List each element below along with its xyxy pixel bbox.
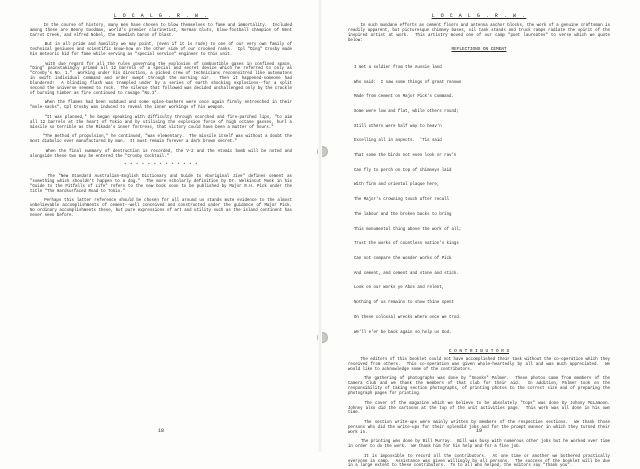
left-page xyxy=(30,13,297,438)
poem-line: Look on our works ye Abos and relent, xyxy=(354,286,445,291)
poem-line: The labour and the broken backs to bring xyxy=(354,212,452,217)
left-page-header: L O C A L G . R . W . xyxy=(113,13,209,19)
poem-title: REFLECTIONS ON CEMENT xyxy=(451,47,507,53)
poem xyxy=(354,56,610,345)
poem-line: Nothing of us remains to show thine spent xyxy=(354,301,454,306)
poem-line: Trust the works of countless nation's kings xyxy=(354,242,459,247)
left-paragraph: Perhaps this latter reference should be chosen for all around us stands mute evidence to the almost unbelievable accomplishments of cement--well conceived and constructed under the guidance of Major Pick. No ordinary accomplishments these, but pure expressions of art and utility such as the island continent has never seen before. xyxy=(30,199,297,218)
poem-line: Some were low and flat, while others round; xyxy=(354,109,459,114)
left-paragraph: "It was planned," he began speaking with difficulty through scorched and fire-parched lips, "to aim all 12 barrels at the heart of Tokio and by utilising the explosion force of high octane gasses, hurl a missile so terrible as the Mikado's inner fortress, that victory could have been a matter of hours." xyxy=(30,115,295,130)
poem-line: Who said: I saw some things of great renown xyxy=(354,80,462,85)
left-paragraph: When the final summary of destruction is recorded, the V-2 and the Atomic bomb will be noted and alongside these two may be entered the "Crosby Cocktail." xyxy=(30,149,295,159)
right-paragraph: It is impossible to record all the contributors. At one time or another we bothered practically everyone in camp. Assistance was given willingly by all persons. The success of the booklet will be due in a large extent to these contributors. To to all who helped, the editors say "thank you". xyxy=(348,454,613,469)
left-paragraph: With due regard for all the rules governing the explosion of combustible gases in confined space, "Ding" painstakingly primed all 12 barrels of a special and secret device which he referred to only as "Crosby's No. 1." Working under his direction, a picked crew of technicians reconnoitred like automatons in swift individual command and order swept through the morning air. Then it happened-someone had blundered! A blinding flash was trampled under by a series of earth shocking explosions--for a split second the universe seemed to rock. The silence that followed was decided unchallenged only by the crackle of burning timber as fire continued to ravage "No.1". xyxy=(30,62,295,96)
poem-line: That some the birds not even look or rav'n xyxy=(354,154,457,159)
left-paragraph: In the course of history, many men have chosen to blow themselves to fame and immortality. Included among these are Benny Goodman, world's premier clarinetist, Norman Gluts, blow-football champion of Bent Carrot Creek, and Alfred Nobel, the Swedish baron of blast. xyxy=(30,23,295,38)
left-paragraph: The "New Standard Australian-English Dictionary and Guide to Aboriginal Jive" defines cement as "something which shouldn't happen to a dog." The more scholarly definition by Dr. Welkincut Munk in his "Guide to the Pitfalls of Life" refers to the new book soon to be published by Major R.H. Pick under the title "The Hardsurfaced Road to Tokio." xyxy=(30,174,295,194)
poem-line: With firm and oriental plaque here, xyxy=(354,183,440,188)
contributors-title: C O N T R I B U T O R S xyxy=(448,349,510,355)
right-page xyxy=(348,13,615,469)
left-paragraph: When the flames had been subdued and some spine-bashers were once again firmly entrenched in their "mole-sacks", Cpl Crosby was induced to reveal the inner workings of his weapon. xyxy=(30,101,295,111)
left-paragraph: "The method of propulsion," he continued, "was elementary. The missile itself was without a doubt the most diabolic ever manufactured by man. It must remain forever a dark brown secret." xyxy=(30,135,295,145)
right-paragraph: The editors of this booklet could not have accomplished their task without the co-operation which they received from others. This co-operation was given whole-heartedly by all and was much appreciated. We would like to acknowledge some of the contributors. xyxy=(348,358,613,372)
poem-line: Excelling all in aspects. 'Tis said xyxy=(354,139,442,144)
poem-line: We'll e'er be back again so help us God. xyxy=(354,330,452,335)
right-paragraph: The printing was done by Bill Murray. Bill was busy with numerous other jobs but he worked over time in order to do the work. We thank him for his help and for a fine job. xyxy=(348,440,613,450)
page-gutter xyxy=(318,0,322,452)
poem-line: Still others were half way to heav'n xyxy=(354,124,442,129)
left-paragraph: But in all pride and humility we may point, (even if it is rude) to one of our very own family of technical geniuses and scientific know-how on the other side of our crooked ranks. Cpl "Ding" Crosby made his meteoric bid for fame while serving as "special service" engineer to this unit. xyxy=(30,43,295,58)
right-intro-paragraph: In such mundane efforts as cement floors and antenna anchor blocks, the work of a genuine craftsman is readily apparent, but picturesque chimney bases, oil tank stands and truck ramps radiate the spirit of the inspired artist at work. This artistry moved one of our camp "poet laureates" to verse which we quote below: xyxy=(348,23,613,43)
right-paragraph: The section write-ups were mainly written by members of the respective sections. We thank those persons who did the write-ups for their splendid jobs and for the prompt manner in which they turned their work in. xyxy=(348,420,613,435)
poem-line: Can fly to perch on top of chimneys laid xyxy=(354,168,452,173)
left-page-number: 18 xyxy=(158,428,164,435)
poem-line: On these colossal wrecks where once we trod. xyxy=(354,315,462,320)
poem-line: Can not compare the wonder works of Pick xyxy=(354,256,452,261)
poem-line: The Major's crowning touch after recall xyxy=(354,198,450,203)
right-page-number: 19 xyxy=(476,428,482,435)
poem-line: I met a soldier from the Aussie land xyxy=(354,65,442,70)
section-divider: * * * * * * * * * * * * * xyxy=(124,164,198,168)
right-page-header: L O C A L G . R . W . xyxy=(431,13,527,19)
right-paragraph: The gathering of photographs was done by "Snooks" Palmer. These photos came from members of the Camera Club and we thank the members of that club for their aid. In addition, Palmer took on the responsibility of taking section photographs, of printing photos to the correct size and of preparing the photograph pages for printing. xyxy=(348,377,613,397)
poem-line: And cement, and cement and stone and stick. xyxy=(354,271,459,276)
poem-line: This monumental thing above the work of all; xyxy=(354,227,462,232)
right-paragraph: The cover of the magazine which we believe to be absolutely "tops" was done by Johnny McLamoon. Johnny also did the cartoons at the top of the unit activities page. This work was all done in his own time. xyxy=(348,401,615,416)
poem-line: Made from cement on Major Pick's command. xyxy=(354,95,454,100)
